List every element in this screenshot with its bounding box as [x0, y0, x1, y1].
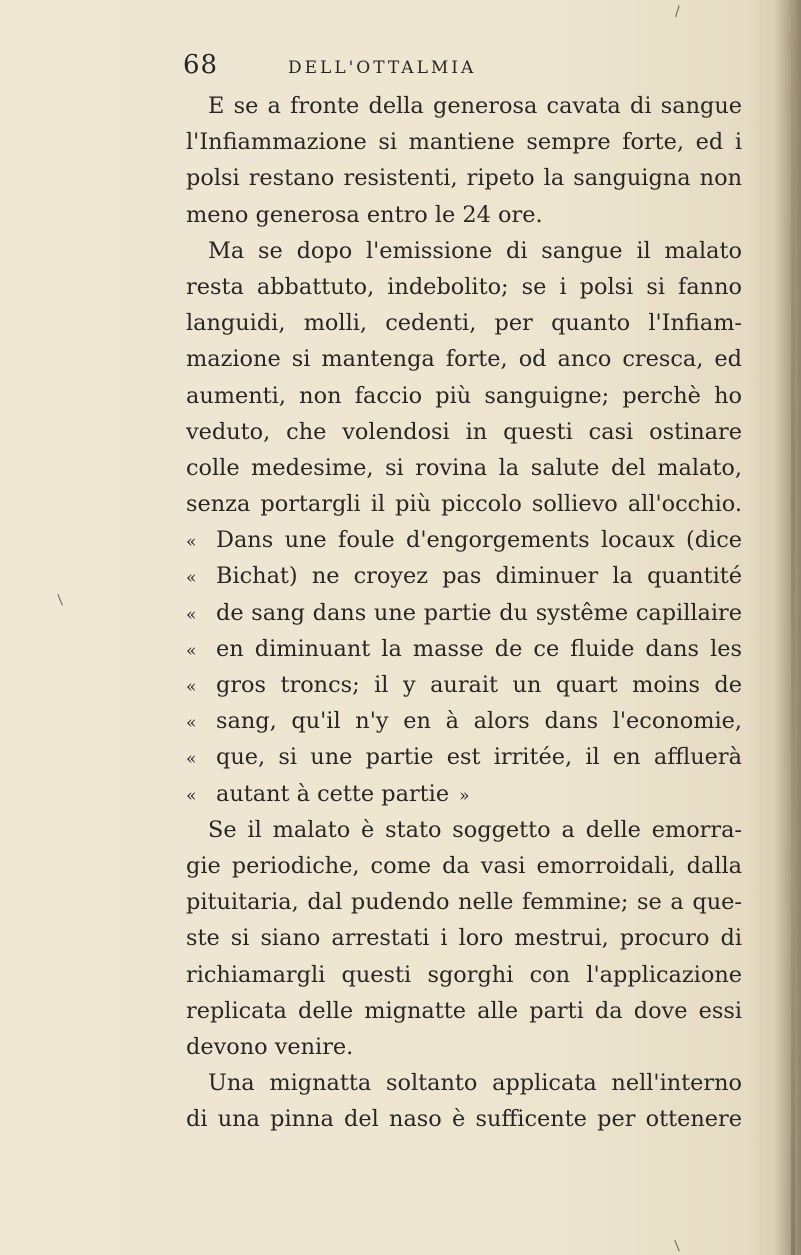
text-line: di una pinna del naso è sufficente per ottenere	[186, 1106, 742, 1133]
stray-pencil-mark: /	[675, 4, 680, 20]
text-line: Se il malato è stato soggetto a delle emorra-	[208, 816, 742, 843]
text-line: l'Infiammazione si mantiene sempre forte, ed i	[186, 129, 742, 156]
text-line: senza portargli il più piccolo sollievo all'occhio.	[186, 491, 742, 518]
close-quote-mark: »	[459, 785, 470, 806]
stray-pencil-mark: /	[53, 592, 68, 608]
text-line: replicata delle mignatte alle parti da dove essi	[186, 997, 742, 1024]
text-line: gie periodiche, come da vasi emorroidali, dalla	[186, 852, 742, 879]
open-quote-mark: «	[186, 785, 197, 806]
quote-line	[186, 739, 742, 775]
text-line: polsi restano resistenti, ripeto la sanguigna non	[186, 165, 742, 192]
text-line: resta abbattuto, indebolito; se i polsi si fanno	[186, 273, 742, 300]
page-binding-shadow	[791, 0, 795, 1255]
stray-pencil-mark: /	[670, 1238, 685, 1254]
text-line: pituitaria, dal pudendo nelle femmine; se a que-	[186, 889, 742, 916]
open-quote-mark: «	[186, 749, 197, 770]
text-line: Una mignatta soltanto applicata nell'interno	[208, 1070, 742, 1097]
quote-text: que, si une partie est irritée, il en affluerà	[216, 744, 742, 771]
text-line: aumenti, non faccio più sanguigne; perchè ho	[186, 382, 742, 409]
page-header	[183, 50, 743, 90]
open-quote-mark: «	[186, 713, 197, 734]
quote-line	[186, 595, 742, 631]
text-line: veduto, che volendosi in questi casi ostinare	[186, 418, 742, 445]
text-line: E se a fronte della generosa cavata di sangue	[208, 93, 742, 119]
text-line: richiamargli questi sgorghi con l'applicazione	[186, 961, 742, 988]
quote-line	[186, 558, 742, 594]
text-line: meno generosa entro le 24 ore.	[186, 201, 543, 228]
quote-line	[186, 776, 742, 812]
quote-text: Bichat) ne croyez pas diminuer la quantité	[216, 563, 742, 590]
open-quote-mark: «	[186, 532, 197, 553]
text-line: colle medesime, si rovina la salute del malato,	[186, 454, 742, 481]
quote-text: Dans une foule d'engorgements locaux (dice	[216, 527, 742, 554]
text-line: Ma se dopo l'emissione di sangue il malato	[208, 237, 742, 264]
quote-line	[186, 631, 742, 667]
text-line: mazione si mantenga forte, od anco cresca, ed	[186, 346, 742, 373]
quote-text: sang, qu'il n'y en à alors dans l'economie,	[216, 708, 742, 735]
quote-text: gros troncs; il y aurait un quart moins de	[216, 672, 742, 698]
body-text	[186, 88, 742, 1137]
quote-text: autant à cette partie	[216, 780, 450, 807]
quote-text: de sang dans une partie du systême capillaire	[216, 599, 742, 626]
page-number: 68	[183, 50, 219, 80]
open-quote-mark: «	[186, 604, 197, 625]
quote-text: en diminuant la masse de ce fluide dans les	[216, 635, 742, 662]
page-right-edge	[775, 0, 801, 1255]
open-quote-mark: «	[186, 568, 197, 589]
open-quote-mark: «	[186, 640, 197, 661]
running-head: DELL'OTTALMIA	[288, 58, 477, 78]
text-line: languidi, molli, cedenti, per quanto l'Infiam-	[186, 310, 742, 337]
quote-line	[186, 522, 742, 558]
quote-line	[186, 703, 742, 739]
quote-line	[186, 667, 742, 703]
text-line: ste si siano arrestati i loro mestrui, procuro di	[186, 925, 742, 952]
open-quote-mark: «	[186, 677, 197, 697]
text-line: devono venire.	[186, 1033, 354, 1060]
